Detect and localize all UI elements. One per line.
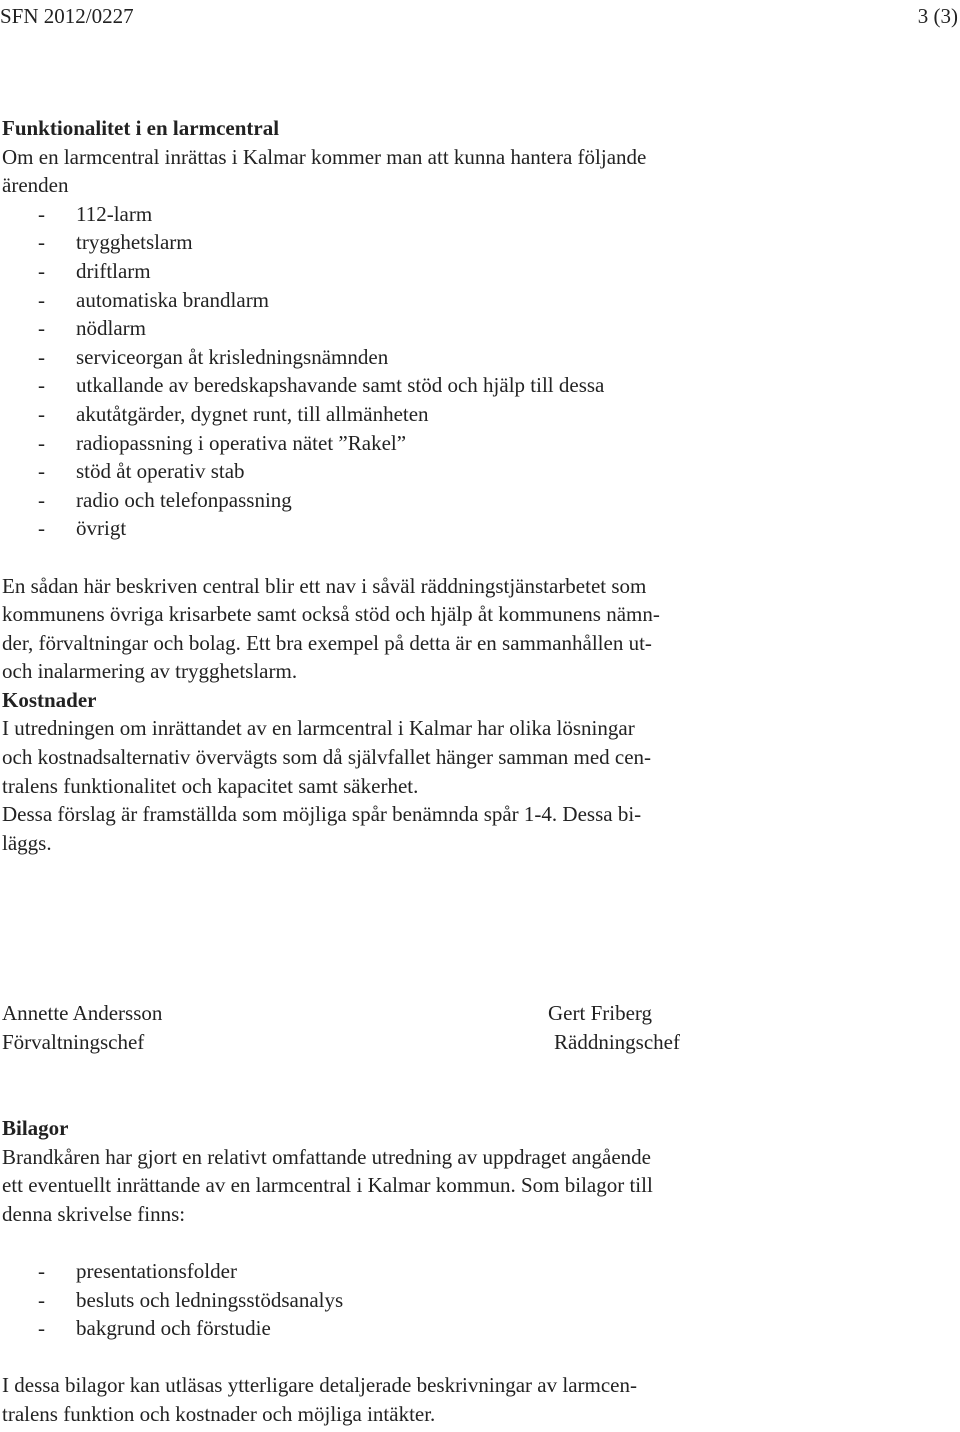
page-number: 3 (3) — [917, 4, 958, 28]
list-item-text: serviceorgan åt krisledningsnämnden — [76, 344, 389, 369]
list-item-text: utkallande av beredskapshavande samt stöd och hjälp till dessa — [76, 373, 605, 398]
list-item — [2, 257, 802, 286]
signature-left — [2, 999, 162, 1056]
intro-line: ärenden — [2, 173, 69, 198]
case-list — [2, 200, 802, 543]
dash-bullet: - — [38, 401, 45, 426]
list-item-text: akutåtgärder, dygnet runt, till allmänheten — [76, 401, 429, 426]
paragraph-line: och inalarmering av trygghetslarm. — [2, 659, 298, 684]
list-item — [2, 400, 802, 429]
list-item — [2, 1257, 802, 1286]
list-item-text: driftlarm — [76, 258, 151, 283]
dash-bullet: - — [38, 459, 45, 484]
signatory-name: Annette Andersson — [2, 1001, 163, 1025]
list-item-text: radio och telefonpassning — [76, 487, 292, 512]
list-item — [2, 486, 802, 515]
section-heading-bilagor: Bilagor — [2, 1116, 69, 1140]
list-item — [2, 1314, 802, 1343]
paragraph-line: En sådan här beskriven central blir ett nav i såväl räddningstjänstarbetet som — [2, 573, 647, 598]
paragraph-line: denna skrivelse finns: — [2, 1201, 186, 1226]
spacer — [2, 543, 802, 572]
list-item — [2, 286, 802, 315]
list-item-text: övrigt — [76, 516, 127, 541]
paragraph-line: tralens funktion och kostnader och möjliga intäkter. — [2, 1401, 436, 1426]
list-item-text: stöd åt operativ stab — [76, 459, 245, 484]
list-item-text: besluts och ledningsstödsanalys — [76, 1287, 344, 1312]
dash-bullet: - — [38, 1316, 45, 1341]
list-item — [2, 371, 802, 400]
dash-bullet: - — [38, 516, 45, 541]
attachment-list — [2, 1257, 802, 1343]
document-number: SFN 2012/0227 — [0, 4, 134, 28]
paragraph-line: Dessa förslag är framställda som möjliga spår benämnda spår 1-4. Dessa bi- — [2, 802, 642, 827]
dash-bullet: - — [38, 316, 45, 341]
signature-right — [548, 999, 680, 1056]
signatory-name: Gert Friberg — [548, 1001, 653, 1025]
paragraph-line: I dessa bilagor kan utläsas ytterligare detaljerade beskrivningar av larmcen- — [2, 1373, 637, 1398]
list-item — [2, 1286, 802, 1315]
main-content — [2, 114, 802, 857]
page-header — [0, 2, 960, 32]
list-item-text: automatiska brandlarm — [76, 287, 270, 312]
dash-bullet: - — [38, 1287, 45, 1312]
dash-bullet: - — [38, 201, 45, 226]
dash-bullet: - — [38, 287, 45, 312]
paragraph-line: ett eventuellt inrättande av en larmcentral i Kalmar kommun. Som bilagor till — [2, 1173, 653, 1198]
section-heading-kostnader: Kostnader — [2, 687, 97, 712]
list-item — [2, 429, 802, 458]
list-item-text: trygghetslarm — [76, 230, 193, 255]
paragraph-line: tralens funktionalitet och kapacitet samt säkerhet. — [2, 773, 419, 798]
list-item-text: presentationsfolder — [76, 1258, 237, 1283]
paragraph-line: der, förvaltningar och bolag. Ett bra exempel på detta är en sammanhållen ut- — [2, 630, 652, 655]
list-item — [2, 200, 802, 229]
paragraph-line: läggs. — [2, 830, 52, 855]
dash-bullet: - — [38, 344, 45, 369]
paragraph-line: I utredningen om inrättandet av en larmcentral i Kalmar har olika lösningar — [2, 716, 635, 741]
dash-bullet: - — [38, 430, 45, 455]
list-item — [2, 514, 802, 543]
dash-bullet: - — [38, 258, 45, 283]
list-item — [2, 343, 802, 372]
dash-bullet: - — [38, 487, 45, 512]
paragraph-line: Brandkåren har gjort en relativt omfattande utredning av uppdraget angående — [2, 1144, 651, 1169]
dash-bullet: - — [38, 1258, 45, 1283]
list-item-text: 112-larm — [76, 201, 153, 226]
signatory-title: Räddningschef — [554, 1029, 680, 1054]
list-item — [2, 228, 802, 257]
dash-bullet: - — [38, 373, 45, 398]
list-item-text: radiopassning i operativa nätet ”Rakel” — [76, 430, 407, 455]
spacer — [2, 1343, 802, 1372]
list-item-text: nödlarm — [76, 316, 146, 341]
signatory-title: Förvaltningschef — [2, 1029, 145, 1054]
dash-bullet: - — [38, 230, 45, 255]
list-item-text: bakgrund och förstudie — [76, 1316, 271, 1341]
intro-line: Om en larmcentral inrättas i Kalmar kommer man att kunna hantera följande — [2, 144, 647, 169]
paragraph-line: kommunens övriga krisarbete samt också stöd och hjälp åt kommunens nämn- — [2, 602, 660, 627]
section-heading-funktionalitet: Funktionalitet i en larmcentral — [2, 116, 280, 140]
list-item — [2, 457, 802, 486]
attachments-section — [2, 1114, 802, 1429]
spacer — [2, 1228, 802, 1257]
paragraph-line: och kostnadsalternativ övervägts som då självfallet hänger samman med cen- — [2, 745, 652, 770]
list-item — [2, 314, 802, 343]
